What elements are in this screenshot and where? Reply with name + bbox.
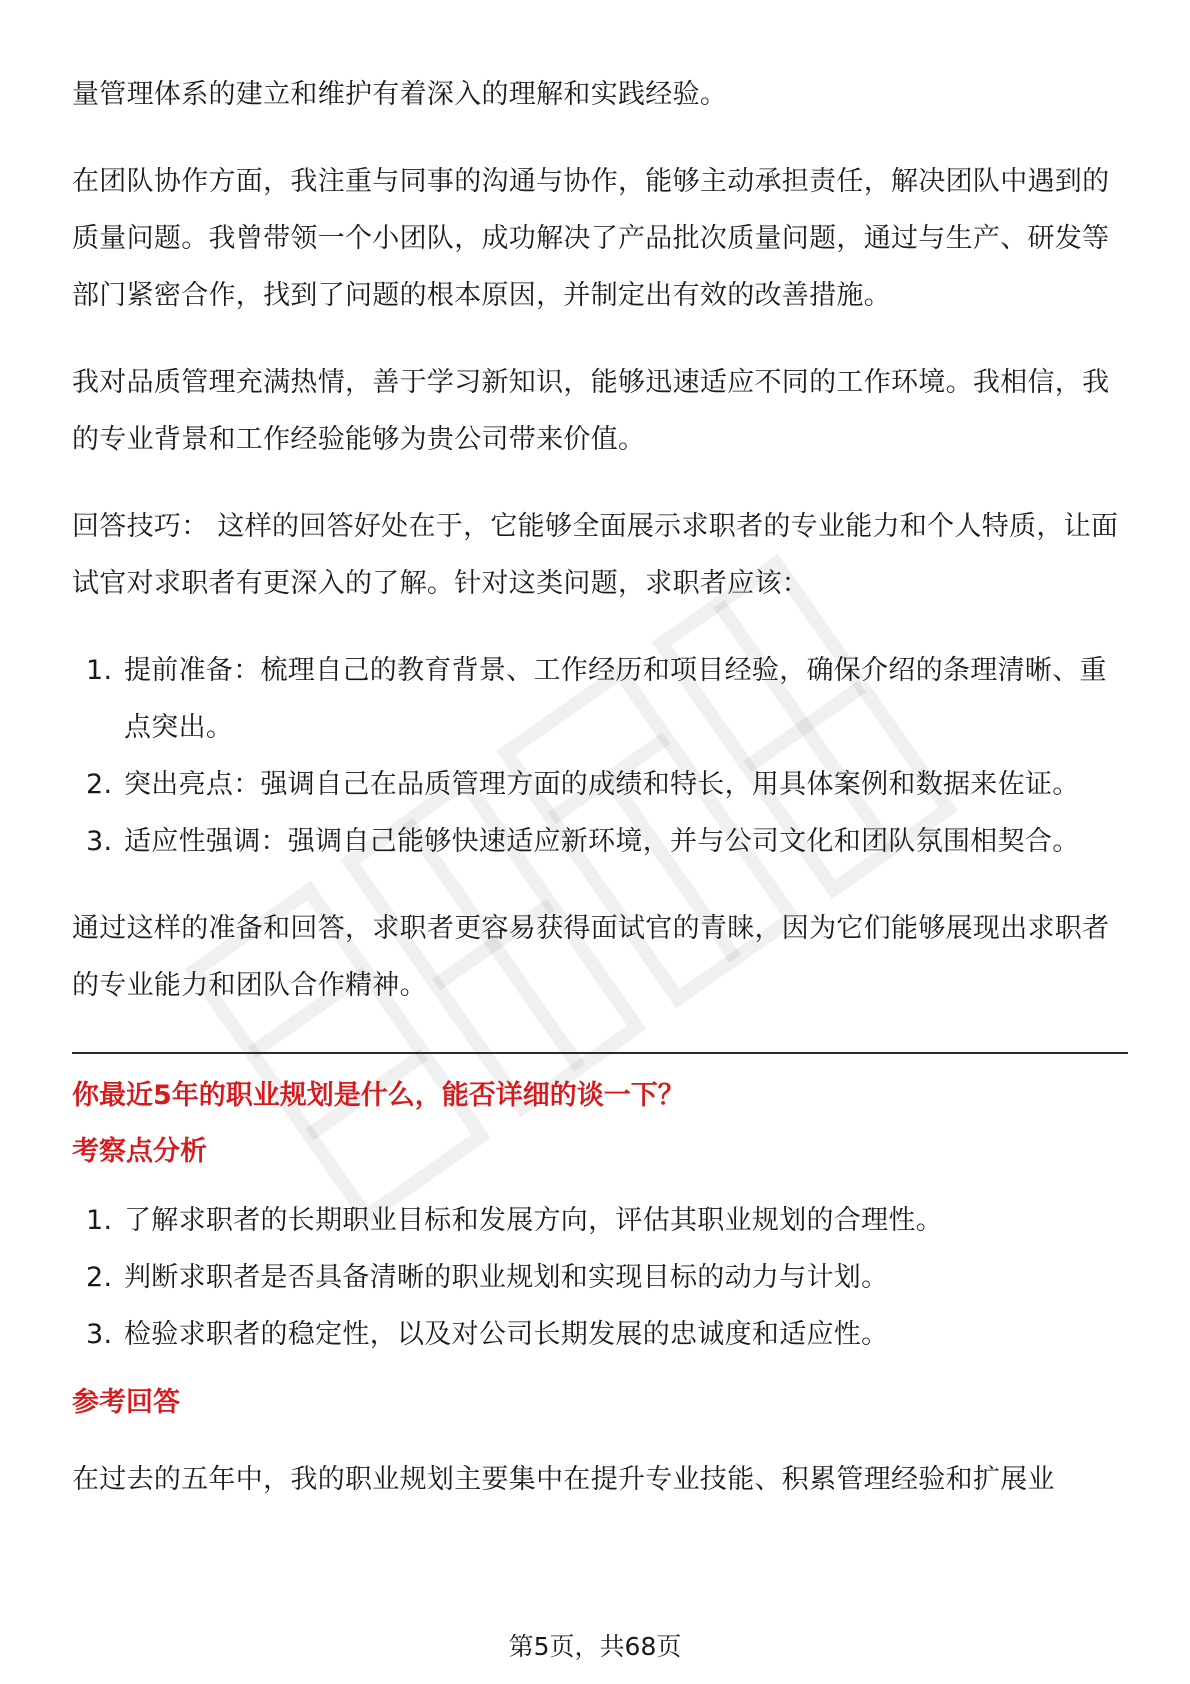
list-number: 3. [86, 826, 113, 857]
list-item [72, 756, 1128, 813]
analysis-list [72, 1192, 1128, 1363]
answer-tips-paragraph: 回答技巧： 这样的回答好处在于，它能够全面展示求职者的专业能力和个人特质，让面试官对求职者有更深入的了解。针对这类问题，求职者应该： [72, 511, 1119, 599]
conclusion-paragraph: 通过这样的准备和回答，求职者更容易获得面试官的青睐，因为它们能够展现出求职者的专业能力和团队合作精神。 [72, 913, 1110, 1001]
reference-answer-start: 在过去的五年中，我的职业规划主要集中在提升专业技能、积累管理经验和扩展业 [72, 1464, 1055, 1495]
passion-paragraph: 我对品质管理充满热情，善于学习新知识，能够迅速适应不同的工作环境。我相信，我的专业背景和工作经验能够为贵公司带来价值。 [72, 367, 1110, 455]
list-number: 3. [86, 1319, 113, 1350]
list-item [72, 642, 1128, 756]
page-number-footer: 第5页，共68页 [0, 1630, 1190, 1664]
section-divider [72, 1052, 1128, 1054]
list-number: 2. [86, 769, 113, 800]
list-number: 1. [86, 655, 113, 686]
page-content [72, 66, 1128, 1508]
list-item [72, 1192, 1128, 1249]
list-item-text: 了解求职者的长期职业目标和发展方向，评估其职业规划的合理性。 [124, 1205, 943, 1236]
list-item [72, 1306, 1128, 1363]
list-item-text: 适应性强调：强调自己能够快速适应新环境，并与公司文化和团队氛围相契合。 [124, 826, 1080, 857]
list-item-text: 判断求职者是否具备清晰的职业规划和实现目标的动力与计划。 [124, 1262, 889, 1293]
list-item-text: 提前准备：梳理自己的教育背景、工作经历和项目经验，确保介绍的条理清晰、重点突出。 [124, 655, 1107, 743]
list-item [72, 1249, 1128, 1306]
question-heading: 你最近5年的职业规划是什么，能否详细的谈一下？ [72, 1080, 685, 1111]
reference-answer-heading: 参考回答 [72, 1387, 180, 1418]
list-item-text: 检验求职者的稳定性，以及对公司长期发展的忠诚度和适应性。 [124, 1319, 889, 1350]
list-item-text: 突出亮点：强调自己在品质管理方面的成绩和特长，用具体案例和数据来佐证。 [124, 769, 1080, 800]
list-number: 1. [86, 1205, 113, 1236]
intro-paragraph-tail: 量管理体系的建立和维护有着深入的理解和实践经验。 [72, 79, 728, 110]
analysis-heading: 考察点分析 [72, 1136, 207, 1167]
teamwork-paragraph: 在团队协作方面，我注重与同事的沟通与协作，能够主动承担责任，解决团队中遇到的质量问题。我曾带领一个小团队，成功解决了产品批次质量问题，通过与生产、研发等部门紧密合作，找到了问题的根本原因，并制定出有效的改善措施。 [72, 166, 1110, 311]
tips-list [72, 642, 1128, 870]
list-item [72, 813, 1128, 870]
list-number: 2. [86, 1262, 113, 1293]
